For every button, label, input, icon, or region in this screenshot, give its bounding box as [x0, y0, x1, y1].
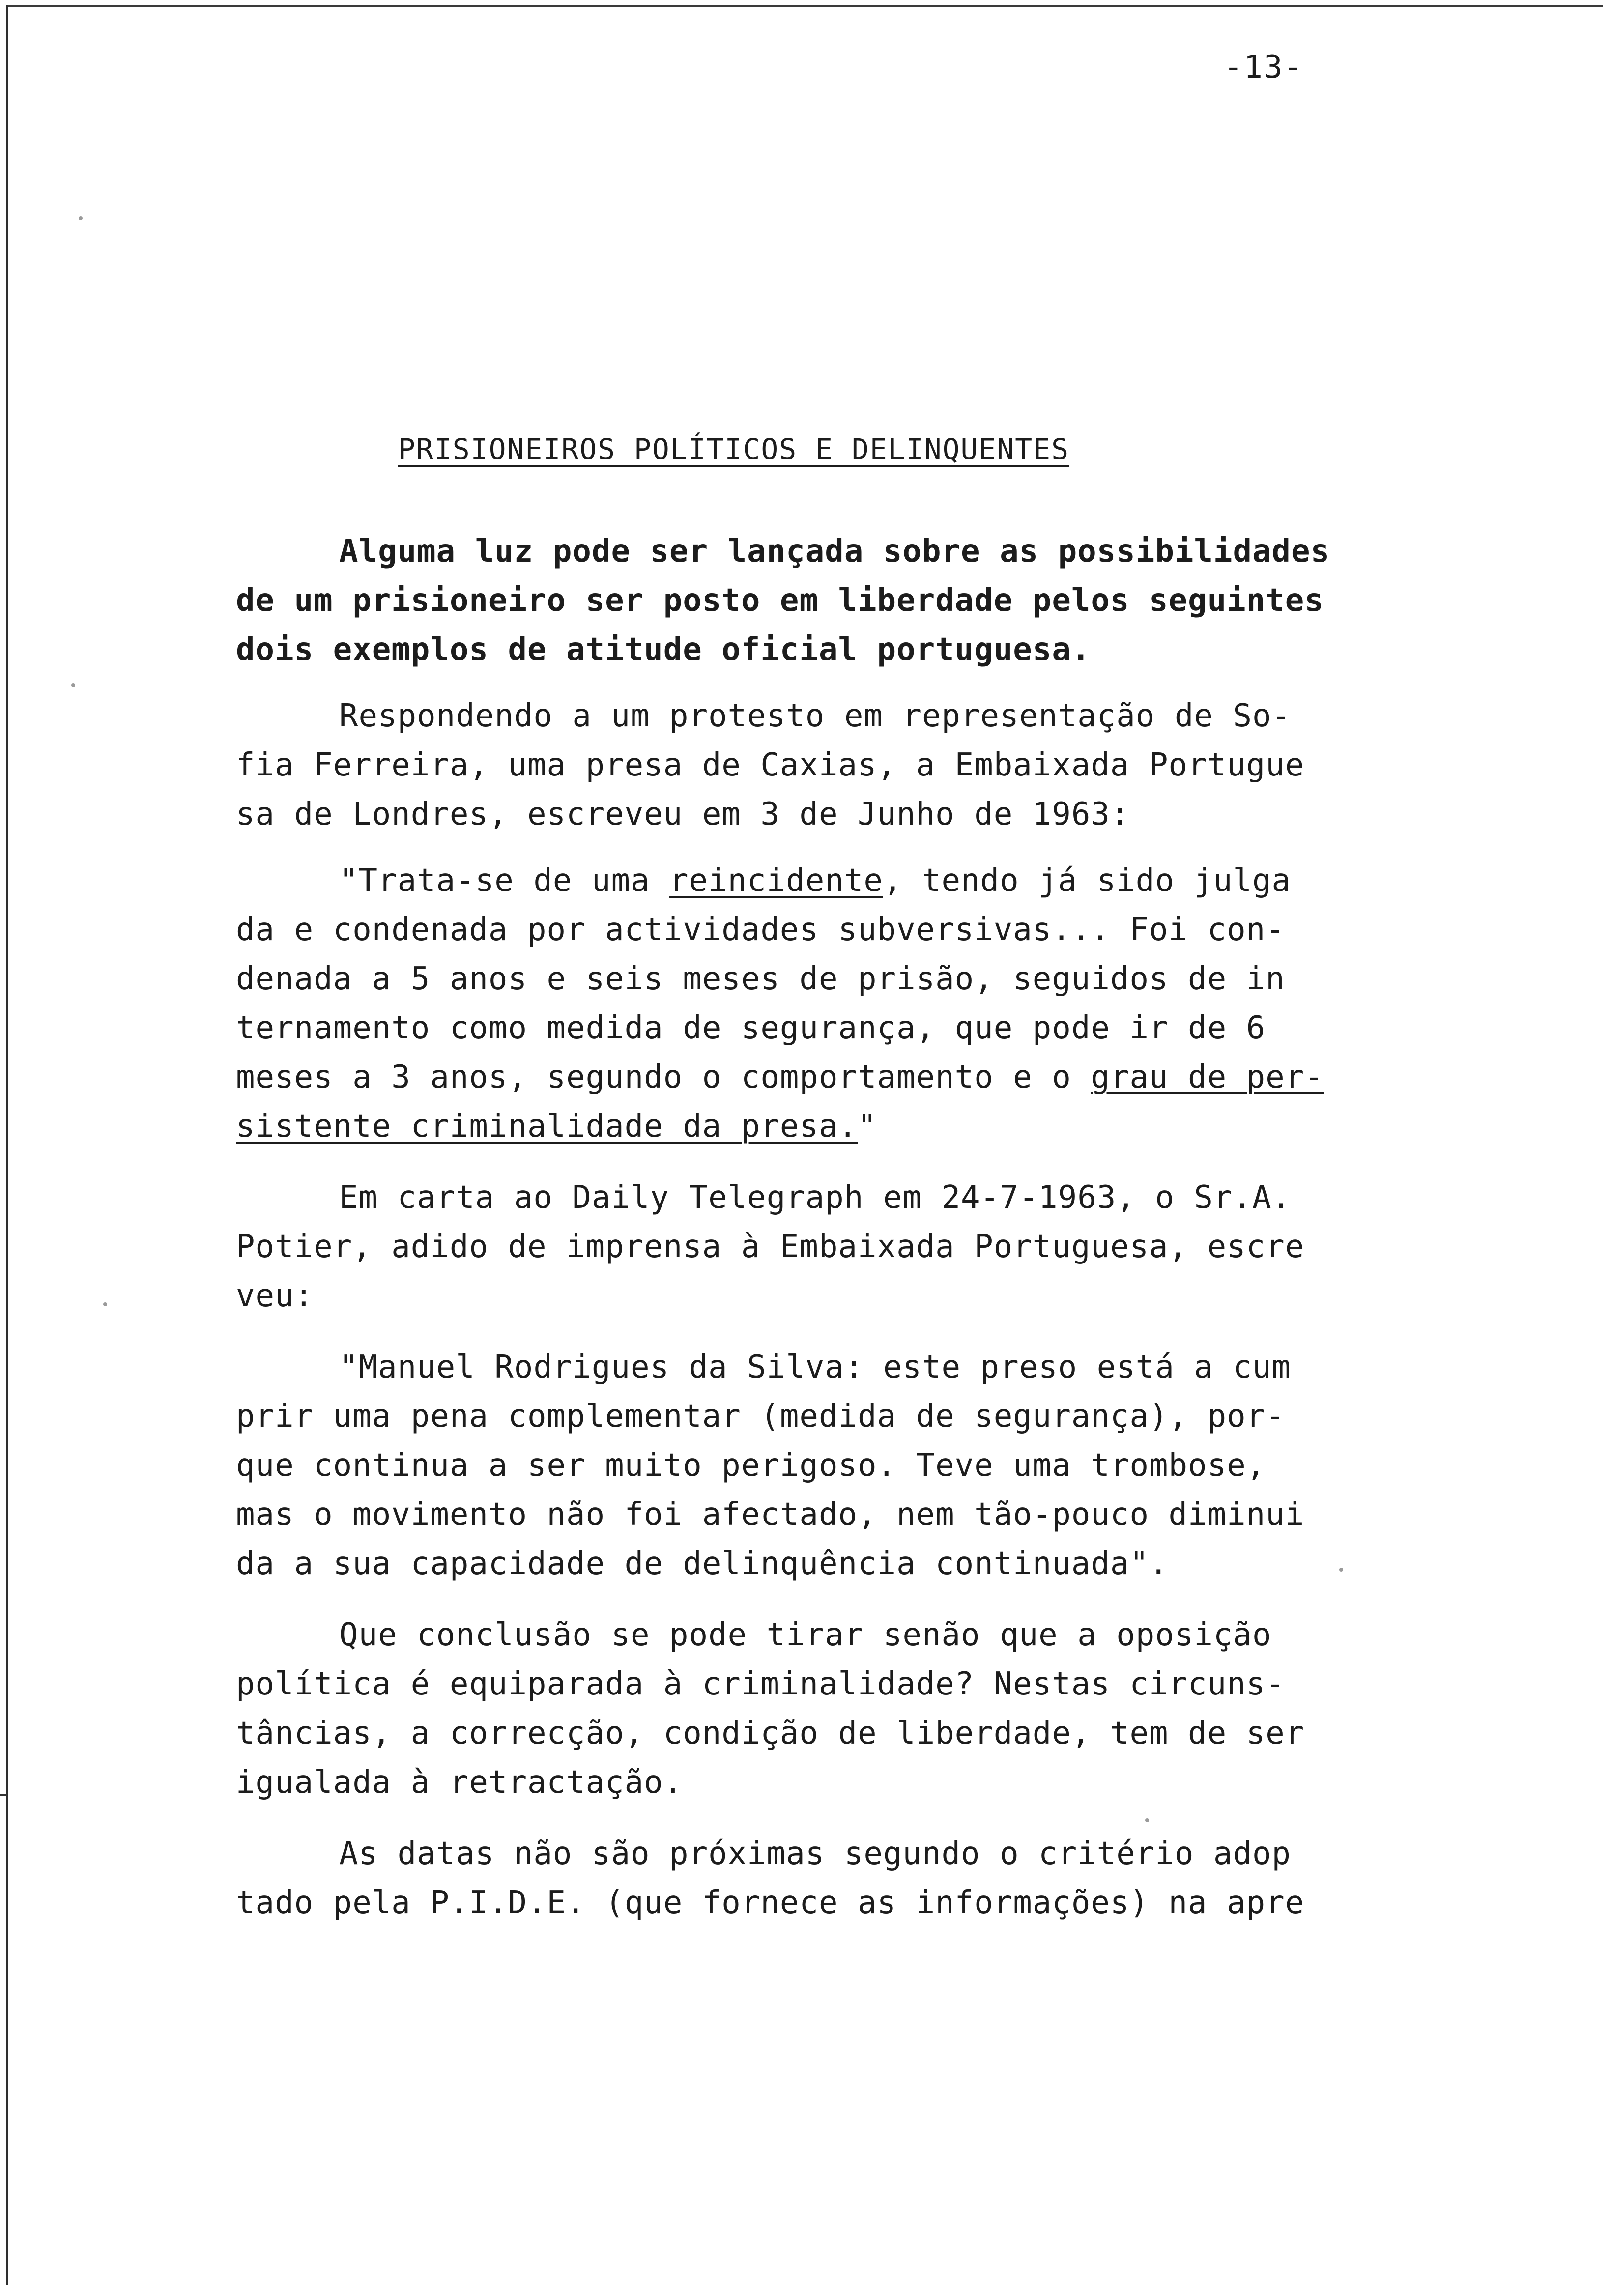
quote-1-underlined-phrase-end: sistente criminalidade da presa. — [236, 1108, 858, 1145]
quote-2-line-4: mas o movimento não foi afectado, nem tão-pouco diminui — [236, 1496, 1305, 1533]
quote-2-line-1: "Manuel Rodrigues da Silva: este preso está a cum — [339, 1349, 1292, 1385]
paragraph-3-line-3: veu: — [236, 1278, 314, 1314]
scan-speck — [1339, 1568, 1343, 1572]
paragraph-3-line-2: Potier, adido de imprensa à Embaixada Portuguesa, escre — [236, 1229, 1305, 1265]
paragraph-1-line-3: dois exemplos de atitude oficial portuguesa. — [236, 631, 1091, 668]
paragraph-2-line-1: Respondendo a um protesto em representação de So- — [339, 698, 1292, 734]
paragraph-2-line-3: sa de Londres, escreveu em 3 de Junho de 1963: — [236, 796, 1130, 832]
paragraph-5-line-1: As datas não são próximas segundo o critério adop — [339, 1836, 1292, 1872]
page-border-top — [6, 5, 1603, 7]
quote-1-line-5 — [236, 1059, 1324, 1095]
quote-1-line-4: ternamento como medida de segurança, que pode ir de 6 — [236, 1010, 1266, 1046]
quote-1-closing-quote: " — [858, 1108, 877, 1145]
quote-1-line-3: denada a 5 anos e seis meses de prisão, seguidos de in — [236, 961, 1285, 997]
page-border-left — [6, 5, 8, 2285]
paragraph-3-line-1: Em carta ao Daily Telegraph em 24-7-1963, o Sr.A. — [339, 1179, 1292, 1216]
margin-mark — [0, 1794, 7, 1796]
quote-1-line-1-start: "Trata-se de uma — [339, 862, 670, 899]
quote-2-line-2: prir uma pena complementar (medida de segurança), por- — [236, 1398, 1285, 1435]
quote-1-line-5-start: meses a 3 anos, segundo o comportamento e o — [236, 1059, 1091, 1095]
scan-speck — [103, 1302, 107, 1306]
quote-1-line-1-end: , tendo já sido julga — [883, 862, 1292, 899]
quote-1-line-2: da e condenada por actividades subversivas... Foi con- — [236, 912, 1285, 948]
scan-speck — [1145, 1818, 1149, 1822]
quote-1-underlined-phrase: grau de per- — [1091, 1059, 1324, 1095]
paragraph-5-line-2: tado pela P.I.D.E. (que fornece as informações) na apre — [236, 1885, 1305, 1921]
paragraph-1-line-1: Alguma luz pode ser lançada sobre as possibilidades — [339, 533, 1330, 570]
paragraph-4-line-3: tâncias, a correcção, condição de liberdade, tem de ser — [236, 1715, 1305, 1751]
paragraph-4-line-1: Que conclusão se pode tirar senão que a oposição — [339, 1617, 1272, 1653]
quote-2-line-3: que continua a ser muito perigoso. Teve uma trombose, — [236, 1447, 1266, 1484]
quote-1-line-6 — [236, 1108, 877, 1145]
paragraph-1-line-2: de um prisioneiro ser posto em liberdade pelos seguintes — [236, 582, 1324, 619]
scan-speck — [79, 216, 83, 220]
scan-speck — [71, 683, 75, 687]
section-heading: PRISIONEIROS POLÍTICOS E DELINQUENTES — [398, 432, 1070, 466]
quote-1-underlined-word: reincidente — [669, 862, 883, 899]
quote-2-line-5: da a sua capacidade de delinquência continuada". — [236, 1546, 1169, 1582]
page-number: -13- — [1224, 49, 1304, 86]
paragraph-4-line-4: igualada à retractação. — [236, 1764, 683, 1801]
paragraph-4-line-2: política é equiparada à criminalidade? Nestas circuns- — [236, 1666, 1285, 1702]
paragraph-2-line-2: fia Ferreira, uma presa de Caxias, a Embaixada Portugue — [236, 747, 1305, 783]
quote-1-line-1 — [339, 862, 1291, 899]
